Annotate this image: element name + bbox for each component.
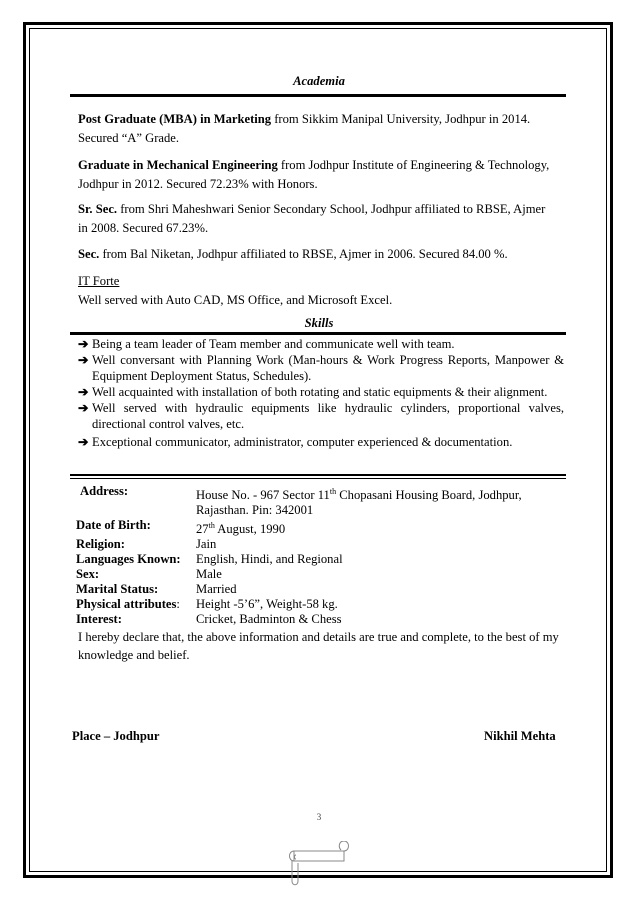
degree-detail: from Sikkim Manipal University, Jodhpur in 2014. xyxy=(271,112,531,126)
degree-title: Sr. Sec. xyxy=(78,202,118,216)
degree-title: Graduate in Mechanical Engineering xyxy=(78,158,278,172)
arrow-bullet-icon: ➔ xyxy=(78,401,89,415)
marital-row xyxy=(76,582,522,597)
personal-rule xyxy=(70,474,566,479)
arrow-bullet-icon: ➔ xyxy=(78,385,89,399)
religion-label: Religion: xyxy=(76,537,125,552)
degree-grade: Secured “A” Grade. xyxy=(78,131,180,145)
address-line-1: House No. - 967 Sector 11 xyxy=(196,488,330,503)
address-label: Address: xyxy=(80,484,129,498)
physical-value: Height -5’6”, Weight-58 kg. xyxy=(196,597,338,612)
skill-item xyxy=(78,400,564,432)
physical-row xyxy=(76,597,522,612)
religion-value: Jain xyxy=(196,537,217,552)
academia-item-sr-sec xyxy=(78,200,560,238)
skill-text: Well served with hydraulic equipments like hydraulic cylinders, proportional valves, directional control valves, etc. xyxy=(92,401,564,431)
skill-item xyxy=(78,384,564,400)
place: Place – Jodhpur xyxy=(72,729,160,743)
arrow-bullet-icon: ➔ xyxy=(78,337,89,351)
skill-text: Well acquainted with installation of both rotating and static equipments & their alignment. xyxy=(92,385,548,399)
skills-heading: Skills xyxy=(304,316,334,330)
dob-superscript: th xyxy=(208,521,215,531)
it-forte-title: IT Forte xyxy=(78,274,120,288)
academia-item-sec xyxy=(78,245,560,264)
page-number: 3 xyxy=(316,812,322,822)
sex-label: Sex: xyxy=(76,567,100,582)
address-value xyxy=(196,484,522,518)
interest-value: Cricket, Badminton & Chess xyxy=(196,612,342,627)
declaration: I hereby declare that, the above information and details are true and complete, to the best of my knowledge and belief. xyxy=(78,630,559,662)
skills-rule xyxy=(70,332,566,335)
dob-rest: August, 1990 xyxy=(214,522,286,537)
skill-text: Well conversant with Planning Work (Man-hours & Work Progress Reports, Manpower & Equipment Deployment Status, Schedules). xyxy=(92,353,564,383)
languages-value: English, Hindi, and Regional xyxy=(196,552,343,567)
degree-detail: from Shri Maheshwari Senior Secondary School, Jodhpur affiliated to RBSE, Ajmer xyxy=(117,202,546,216)
academia-item-graduate xyxy=(78,156,560,194)
academia-heading: Academia xyxy=(293,74,345,88)
religion-row xyxy=(76,537,522,552)
skill-item xyxy=(78,352,564,384)
skill-text: Being a team leader of Team member and communicate well with team. xyxy=(92,337,455,351)
degree-detail: from Bal Niketan, Jodhpur affiliated to RBSE, Ajmer in 2006. Secured 84.00 %. xyxy=(99,247,508,261)
degree-detail: from Jodhpur Institute of Engineering & Technology, xyxy=(277,158,550,172)
address-row xyxy=(76,484,522,518)
sex-value: Male xyxy=(196,567,222,582)
languages-label: Languages Known: xyxy=(76,552,181,567)
scroll-ornament-icon xyxy=(286,841,352,887)
academia-item-mba xyxy=(78,110,560,148)
skill-item xyxy=(78,336,564,352)
academia-rule xyxy=(70,94,566,97)
it-forte-text: Well served with Auto CAD, MS Office, and Microsoft Excel. xyxy=(78,293,393,307)
arrow-bullet-icon: ➔ xyxy=(78,353,89,367)
arrow-bullet-icon: ➔ xyxy=(78,435,89,449)
page-border-inner xyxy=(29,28,607,872)
address-line-2: Rajasthan. Pin: 342001 xyxy=(196,503,314,518)
address-line-1-rest: Chopasani Housing Board, Jodhpur, xyxy=(336,488,522,503)
skill-item xyxy=(78,434,564,450)
languages-row xyxy=(76,552,522,567)
dob-day: 27 xyxy=(196,522,209,537)
skill-text: Exceptional communicator, administrator, computer experienced & documentation. xyxy=(92,435,513,449)
interest-row xyxy=(76,612,522,627)
physical-label-cell xyxy=(76,597,196,612)
it-forte-section xyxy=(78,272,560,310)
degree-title: Post Graduate (MBA) in Marketing xyxy=(78,112,272,126)
marital-value: Married xyxy=(196,582,237,597)
dob-label: Date of Birth: xyxy=(76,518,151,533)
interest-label: Interest: xyxy=(76,612,122,627)
skills-list xyxy=(78,336,564,450)
personal-details-table xyxy=(76,484,522,627)
degree-title: Sec. xyxy=(78,247,100,261)
signature-name: Nikhil Mehta xyxy=(484,729,556,743)
dob-value xyxy=(196,518,522,537)
physical-colon: : xyxy=(176,597,180,612)
dob-row xyxy=(76,518,522,537)
physical-label: Physical attributes xyxy=(76,597,177,612)
degree-grade: Jodhpur in 2012. Secured 72.23% with Honors. xyxy=(78,177,318,191)
degree-grade: in 2008. Secured 67.23%. xyxy=(78,221,209,235)
marital-label: Marital Status: xyxy=(76,582,159,597)
sex-row xyxy=(76,567,522,582)
address-superscript: th xyxy=(329,487,337,496)
